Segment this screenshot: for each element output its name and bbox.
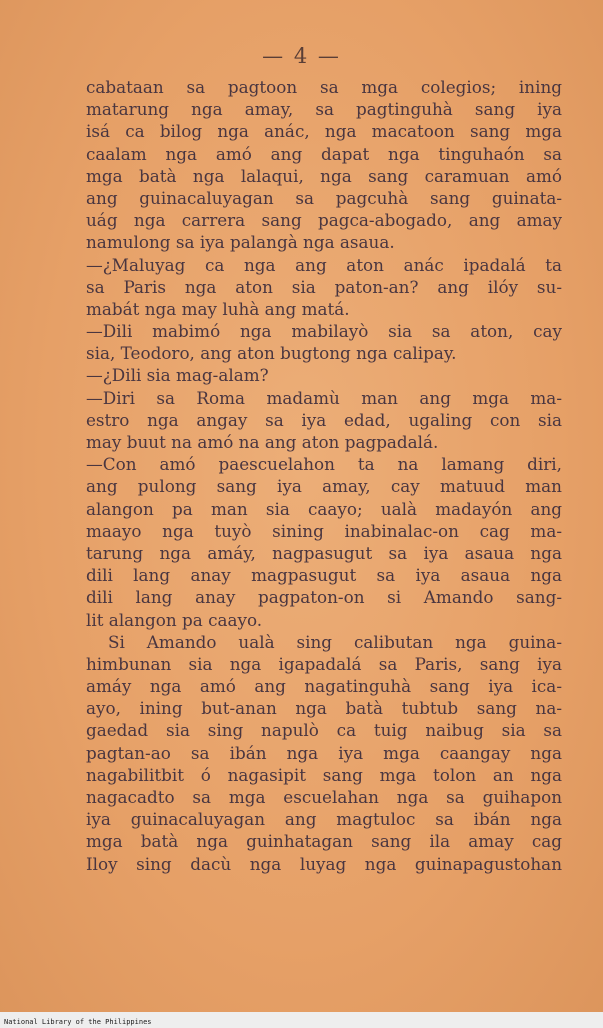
text-line: lit alangon pa caayo.	[86, 609, 263, 630]
text-line: alangon pa man sia caayo; ualà madayón ang	[86, 498, 562, 519]
text-line: maayo nga tuyò sining inabinalac-on cag ma-	[86, 520, 562, 541]
text-line: —Dili mabimó nga mabilayò sia sa aton, cay	[86, 321, 562, 342]
text-line: ang guinacaluyagan sa pagcuhà sang guinata-	[86, 187, 562, 208]
text-line: himbunan sia nga igapadalá sa Paris, sang iya	[86, 653, 562, 674]
page-text	[86, 76, 562, 875]
text-line: —Diri sa Roma madamù man ang mga ma-	[86, 387, 562, 408]
text-line: ayo, ining but-anan nga batà tubtub sang na-	[86, 698, 562, 719]
text-line: dili lang anay magpasugut sa iya asaua nga	[86, 565, 562, 586]
text-line: sa Paris nga aton sia paton-an? ang ilóy su-	[86, 276, 562, 297]
text-line: matarung nga amay, sa pagtinguhà sang iya	[86, 99, 562, 120]
text-line: caalam nga amó ang dapat nga tinguhaón sa	[86, 143, 562, 164]
text-line: dili lang anay pagpaton-on si Amando sang-	[86, 587, 562, 608]
text-line: cabataan sa pagtoon sa mga colegios; ining	[86, 77, 562, 97]
text-line: isá ca bilog nga anác, nga macatoon sang mga	[86, 121, 562, 142]
text-line: amáy nga amó ang nagatinguhà sang iya ica-	[86, 676, 562, 697]
text-line: —Con amó paescuelahon ta na lamang diri,	[86, 454, 562, 475]
text-line: nagabilitbit ó nagasipit sang mga tolon an nga	[86, 764, 562, 785]
text-line: estro nga angay sa iya edad, ugaling con sia	[86, 409, 562, 430]
text-line: Si Amando ualà sing calibutan nga guina-	[108, 631, 562, 652]
text-line: —¿Maluyag ca nga ang aton anác ipadalá ta	[86, 254, 562, 275]
text-line: mga batà nga guinhatagan sang ila amay cag	[86, 831, 562, 852]
text-line: mabát nga may luhà ang matá.	[86, 298, 350, 319]
text-line: uág nga carrera sang pagca-abogado, ang amay	[86, 210, 562, 231]
text-line: iya guinacaluyagan ang magtuloc sa ibán nga	[86, 809, 562, 830]
page-number: — 4 —	[262, 44, 341, 68]
text-line: mga batà nga lalaqui, nga sang caramuan amó	[86, 165, 562, 186]
text-line: —¿Dili sia mag-alam?	[86, 365, 269, 386]
text-line: namulong sa iya palangà nga asaua.	[86, 232, 395, 253]
text-line: Iloy sing dacù nga luyag nga guinapagustohan	[86, 853, 562, 874]
library-credit: National Library of the Philippines	[4, 1018, 152, 1026]
text-line: tarung nga amáy, nagpasugut sa iya asaua nga	[86, 542, 562, 563]
text-line: gaedad sia sing napulò ca tuig naibug sia sa	[86, 720, 562, 741]
text-line: sia, Teodoro, ang aton bugtong nga calipay.	[86, 343, 457, 364]
text-line: nagacadto sa mga escuelahan nga sa guihapon	[86, 787, 562, 807]
text-line: ang pulong sang iya amay, cay matuud man	[86, 476, 562, 497]
text-line: may buut na amó na ang aton pagpadalá.	[86, 432, 439, 452]
text-line: pagtan-ao sa ibán nga iya mga caangay nga	[86, 742, 562, 763]
